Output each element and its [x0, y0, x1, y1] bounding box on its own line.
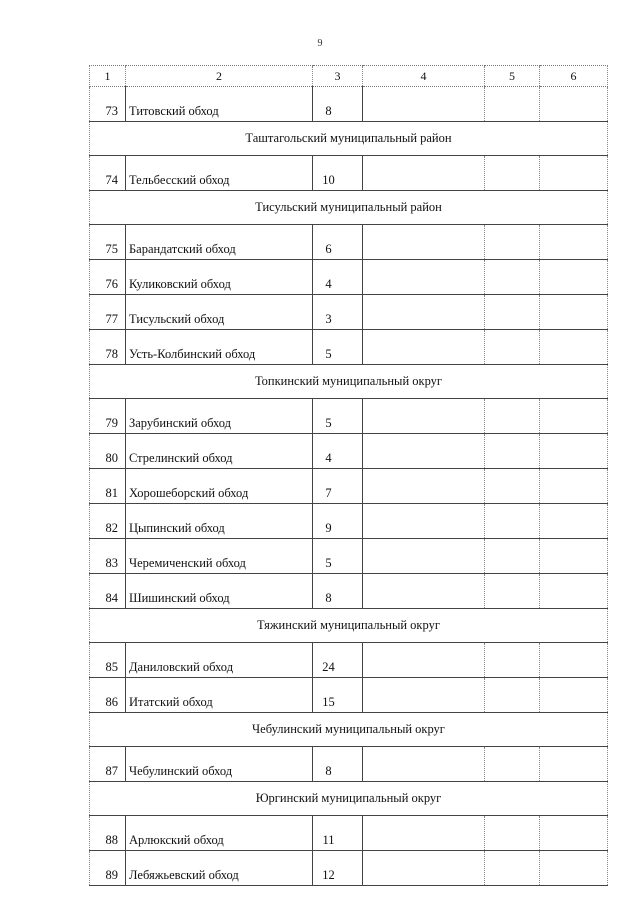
empty-cell — [540, 399, 608, 434]
table-row — [90, 851, 608, 886]
region-header-row — [90, 782, 608, 816]
empty-cell — [540, 539, 608, 574]
district-value: 8 — [313, 87, 363, 122]
district-value: 10 — [313, 156, 363, 191]
empty-cell — [540, 643, 608, 678]
empty-cell — [485, 747, 540, 782]
empty-cell — [363, 643, 485, 678]
empty-cell — [485, 260, 540, 295]
district-value: 7 — [313, 469, 363, 504]
table-row — [90, 469, 608, 504]
district-value: 11 — [313, 816, 363, 851]
empty-cell — [485, 504, 540, 539]
row-number: 83 — [90, 539, 126, 574]
district-value: 5 — [313, 330, 363, 365]
table-row — [90, 816, 608, 851]
page-number: 9 — [317, 38, 323, 49]
district-name: Даниловский обход — [126, 643, 313, 678]
region-header-row — [90, 365, 608, 399]
column-header: 1 — [90, 66, 126, 87]
empty-cell — [363, 816, 485, 851]
table-row — [90, 434, 608, 469]
column-header: 2 — [126, 66, 313, 87]
table-row — [90, 504, 608, 539]
row-number: 88 — [90, 816, 126, 851]
region-title: Топкинский муниципальный округ — [90, 365, 608, 399]
empty-cell — [363, 574, 485, 609]
empty-cell — [540, 225, 608, 260]
empty-cell — [540, 87, 608, 122]
empty-cell — [485, 678, 540, 713]
empty-cell — [540, 330, 608, 365]
district-value: 4 — [313, 434, 363, 469]
district-name: Хорошеборский обход — [126, 469, 313, 504]
empty-cell — [540, 574, 608, 609]
district-name: Тельбесский обход — [126, 156, 313, 191]
district-name: Чебулинский обход — [126, 747, 313, 782]
empty-cell — [363, 399, 485, 434]
empty-cell — [363, 434, 485, 469]
district-name: Зарубинский обход — [126, 399, 313, 434]
empty-cell — [485, 330, 540, 365]
row-number: 79 — [90, 399, 126, 434]
column-header: 6 — [540, 66, 608, 87]
empty-cell — [485, 295, 540, 330]
row-number: 82 — [90, 504, 126, 539]
table-row — [90, 87, 608, 122]
empty-cell — [485, 434, 540, 469]
row-number: 89 — [90, 851, 126, 886]
table-header-row — [90, 66, 608, 87]
row-number: 73 — [90, 87, 126, 122]
empty-cell — [485, 816, 540, 851]
district-value: 15 — [313, 678, 363, 713]
empty-cell — [540, 504, 608, 539]
row-number: 84 — [90, 574, 126, 609]
district-value: 5 — [313, 399, 363, 434]
district-value: 12 — [313, 851, 363, 886]
region-header-row — [90, 122, 608, 156]
table-body — [90, 66, 608, 886]
row-number: 77 — [90, 295, 126, 330]
empty-cell — [363, 260, 485, 295]
table-row — [90, 225, 608, 260]
table-row — [90, 399, 608, 434]
district-name: Шишинский обход — [126, 574, 313, 609]
region-header-row — [90, 191, 608, 225]
district-name: Цыпинский обход — [126, 504, 313, 539]
empty-cell — [485, 156, 540, 191]
empty-cell — [485, 574, 540, 609]
empty-cell — [540, 747, 608, 782]
row-number: 86 — [90, 678, 126, 713]
region-title: Тисульский муниципальный район — [90, 191, 608, 225]
empty-cell — [540, 295, 608, 330]
empty-cell — [540, 156, 608, 191]
district-value: 6 — [313, 225, 363, 260]
district-value: 3 — [313, 295, 363, 330]
empty-cell — [540, 434, 608, 469]
empty-cell — [363, 330, 485, 365]
district-name: Титовский обход — [126, 87, 313, 122]
table-row — [90, 295, 608, 330]
empty-cell — [485, 469, 540, 504]
empty-cell — [363, 225, 485, 260]
empty-cell — [540, 469, 608, 504]
table-row — [90, 643, 608, 678]
district-name: Стрелинский обход — [126, 434, 313, 469]
column-header: 4 — [363, 66, 485, 87]
region-title: Тяжинский муниципальный округ — [90, 609, 608, 643]
empty-cell — [540, 816, 608, 851]
empty-cell — [363, 678, 485, 713]
district-value: 24 — [313, 643, 363, 678]
table-row — [90, 678, 608, 713]
empty-cell — [485, 539, 540, 574]
table-row — [90, 156, 608, 191]
empty-cell — [363, 469, 485, 504]
district-name: Итатский обход — [126, 678, 313, 713]
empty-cell — [363, 851, 485, 886]
region-title: Чебулинский муниципальный округ — [90, 713, 608, 747]
row-number: 80 — [90, 434, 126, 469]
district-value: 9 — [313, 504, 363, 539]
empty-cell — [540, 678, 608, 713]
empty-cell — [485, 851, 540, 886]
table-row — [90, 747, 608, 782]
district-name: Черемиченский обход — [126, 539, 313, 574]
table-row — [90, 260, 608, 295]
row-number: 76 — [90, 260, 126, 295]
district-name: Барандатский обход — [126, 225, 313, 260]
empty-cell — [540, 260, 608, 295]
empty-cell — [540, 851, 608, 886]
district-value: 4 — [313, 260, 363, 295]
district-name: Лебяжьевский обход — [126, 851, 313, 886]
row-number: 87 — [90, 747, 126, 782]
empty-cell — [363, 504, 485, 539]
empty-cell — [363, 156, 485, 191]
region-header-row — [90, 609, 608, 643]
row-number: 81 — [90, 469, 126, 504]
forest-districts-table — [89, 65, 608, 886]
empty-cell — [485, 225, 540, 260]
district-name: Усть-Колбинский обход — [126, 330, 313, 365]
region-header-row — [90, 713, 608, 747]
region-title: Таштагольский муниципальный район — [90, 122, 608, 156]
district-value: 8 — [313, 574, 363, 609]
table-row — [90, 574, 608, 609]
empty-cell — [485, 87, 540, 122]
district-name: Арлюкский обход — [126, 816, 313, 851]
row-number: 78 — [90, 330, 126, 365]
district-value: 5 — [313, 539, 363, 574]
district-name: Тисульский обход — [126, 295, 313, 330]
column-header: 5 — [485, 66, 540, 87]
empty-cell — [363, 747, 485, 782]
table-row — [90, 539, 608, 574]
row-number: 85 — [90, 643, 126, 678]
district-value: 8 — [313, 747, 363, 782]
empty-cell — [363, 295, 485, 330]
district-name: Куликовский обход — [126, 260, 313, 295]
empty-cell — [485, 399, 540, 434]
row-number: 75 — [90, 225, 126, 260]
empty-cell — [363, 87, 485, 122]
region-title: Юргинский муниципальный округ — [90, 782, 608, 816]
table-row — [90, 330, 608, 365]
row-number: 74 — [90, 156, 126, 191]
empty-cell — [363, 539, 485, 574]
empty-cell — [485, 643, 540, 678]
column-header: 3 — [313, 66, 363, 87]
